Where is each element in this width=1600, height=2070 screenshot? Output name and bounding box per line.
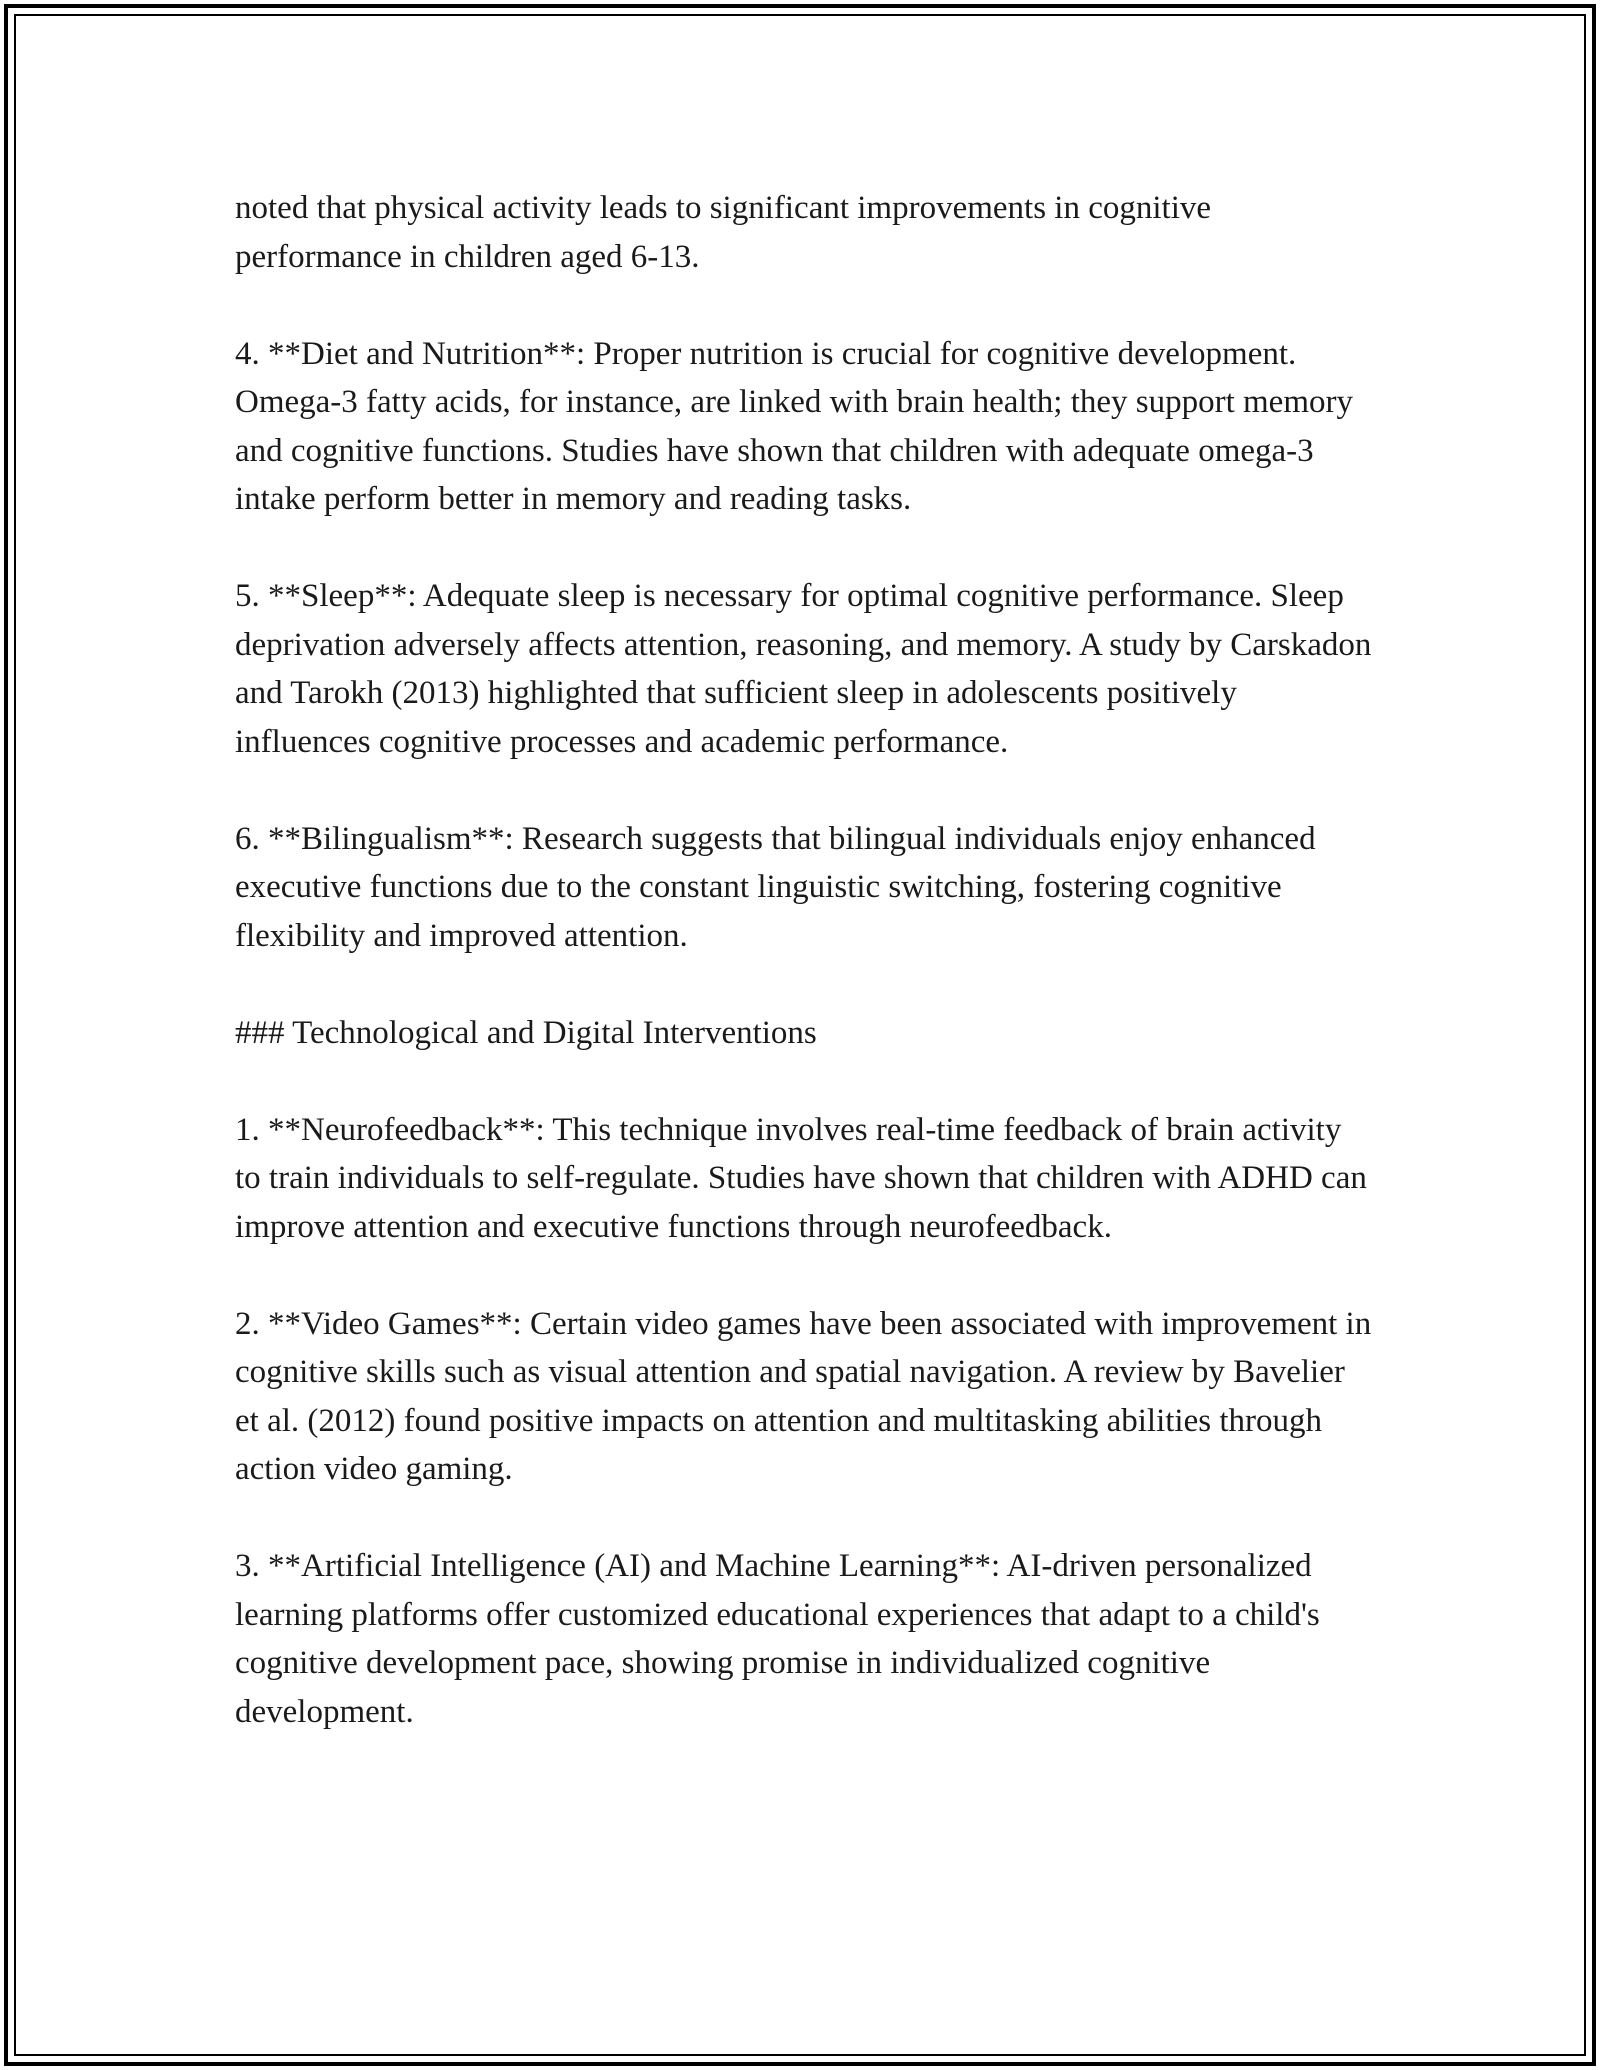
paragraph-physical-activity-continuation: noted that physical activity leads to significant improvements in cognitive performance in children aged 6-13. [235,190,1212,275]
paragraph-sleep: 5. **Sleep**: Adequate sleep is necessary for optimal cognitive performance. Sleep deprivation adversely affects attention, reasoning, and memory. A study by Carskadon and Tarokh (2013) highlighted that sufficient sleep in adolescents positively influences cognitive processes and academic performance. [235,578,1372,760]
paragraph-video-games: 2. **Video Games**: Certain video games have been associated with improvement in cognitive skills such as visual attention and spatial navigation. A review by Bavelier et al. (2012) found positive impacts on attention and multitasking abilities through action video gaming. [235,1305,1372,1487]
paragraph-diet-and-nutrition: 4. **Diet and Nutrition**: Proper nutrition is crucial for cognitive development. Omega-3 fatty acids, for instance, are linked with brain health; they support memory and cognitive functions. Studies have shown that children with adequate omega-3 intake perform better in memory and reading tasks. [235,335,1353,517]
paragraph-bilingualism: 6. **Bilingualism**: Research suggests that bilingual individuals enjoy enhanced executive functions due to the constant linguistic switching, fostering cognitive flexibility and improved attention. [235,820,1316,954]
paragraph-ai-machine-learning: 3. **Artificial Intelligence (AI) and Machine Learning**: AI-driven personalized learning platforms offer customized educational experiences that adapt to a child's cognitive development pace, showing promise in individualized cognitive development. [235,1548,1320,1730]
document-body [235,184,1375,1785]
paragraph-neurofeedback: 1. **Neurofeedback**: This technique involves real-time feedback of brain activity to train individuals to self-regulate. Studies have shown that children with ADHD can improve attention and executive functions through neurofeedback. [235,1111,1367,1245]
section-heading-technological-interventions: ### Technological and Digital Interventions [235,1014,817,1051]
